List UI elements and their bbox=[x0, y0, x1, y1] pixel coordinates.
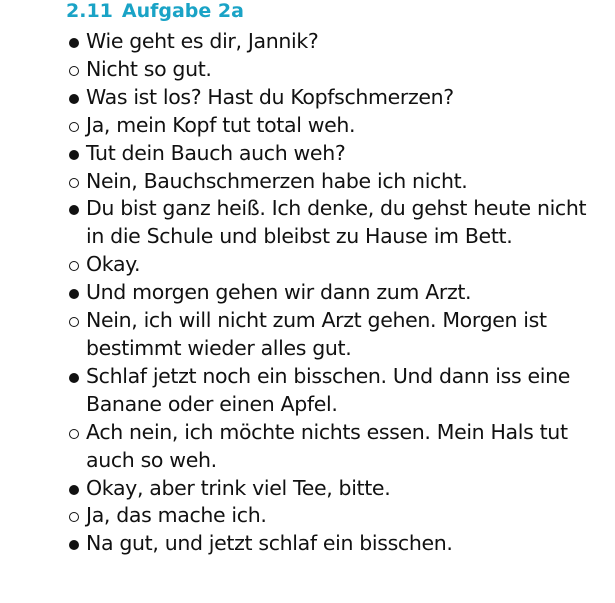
filled-bullet-icon bbox=[69, 485, 79, 495]
filled-bullet-icon bbox=[69, 150, 79, 160]
hollow-bullet-icon bbox=[69, 66, 79, 76]
dialogue-line bbox=[66, 112, 606, 140]
dialogue-line bbox=[66, 28, 606, 56]
dialogue-text: Und morgen gehen wir dann zum Arzt. bbox=[86, 280, 472, 305]
dialogue-text: Nicht so gut. bbox=[86, 56, 212, 81]
hollow-bullet-icon bbox=[69, 429, 79, 439]
dialogue-text: Nein, Bauchschmerzen habe ich nicht. bbox=[86, 168, 468, 193]
filled-bullet-icon bbox=[69, 289, 79, 299]
dialogue-line bbox=[66, 195, 606, 251]
dialogue-line bbox=[66, 279, 606, 307]
dialogue-line bbox=[66, 502, 606, 530]
dialogue-text: Du bist ganz heiß. Ich denke, du gehst heute nicht in die Schule und bleibst zu Hause im Bett. bbox=[86, 196, 587, 249]
dialogue-text: Schlaf jetzt noch ein bisschen. Und dann iss eine Banane oder einen Apfel. bbox=[86, 363, 570, 416]
dialogue-line bbox=[66, 530, 606, 558]
dialogue-line bbox=[66, 140, 606, 168]
filled-bullet-icon bbox=[69, 94, 79, 104]
dialogue-text: Tut dein Bauch auch weh? bbox=[86, 140, 346, 165]
dialogue-text: Ja, das mache ich. bbox=[86, 503, 267, 528]
hollow-bullet-icon bbox=[69, 122, 79, 132]
dialogue-text: Okay, aber trink viel Tee, bitte. bbox=[86, 475, 391, 500]
dialogue-text: Ja, mein Kopf tut total weh. bbox=[86, 112, 356, 137]
dialogue-text: Okay. bbox=[86, 252, 141, 277]
hollow-bullet-icon bbox=[69, 261, 79, 271]
filled-bullet-icon bbox=[69, 540, 79, 550]
dialogue-text: Wie geht es dir, Jannik? bbox=[86, 29, 319, 53]
dialogue-line bbox=[66, 84, 606, 112]
exercise-title: Aufgabe 2a bbox=[121, 0, 244, 22]
hollow-bullet-icon bbox=[69, 512, 79, 522]
dialogue-line bbox=[66, 419, 606, 475]
filled-bullet-icon bbox=[69, 38, 79, 48]
hollow-bullet-icon bbox=[69, 178, 79, 188]
dialogue-text: Nein, ich will nicht zum Arzt gehen. Morgen ist bestimmt wieder alles gut. bbox=[86, 308, 547, 360]
dialogue-list bbox=[66, 28, 606, 558]
filled-bullet-icon bbox=[69, 373, 79, 383]
hollow-bullet-icon bbox=[69, 317, 79, 327]
dialogue-line bbox=[66, 251, 606, 279]
dialogue-line bbox=[66, 56, 606, 84]
dialogue-line bbox=[66, 307, 606, 363]
dialogue-line bbox=[66, 168, 606, 196]
dialogue-text: Was ist los? Hast du Kopfschmerzen? bbox=[86, 84, 454, 109]
dialogue-line bbox=[66, 475, 606, 503]
exercise-number: 2.11 bbox=[66, 0, 113, 22]
dialogue-text: Na gut, und jetzt schlaf ein bisschen. bbox=[86, 531, 453, 556]
dialogue-text: Ach nein, ich möchte nichts essen. Mein Hals tut auch so weh. bbox=[86, 419, 568, 472]
exercise-page bbox=[66, 0, 606, 558]
filled-bullet-icon bbox=[69, 205, 79, 215]
exercise-heading bbox=[66, 0, 606, 22]
dialogue-line bbox=[66, 363, 606, 419]
